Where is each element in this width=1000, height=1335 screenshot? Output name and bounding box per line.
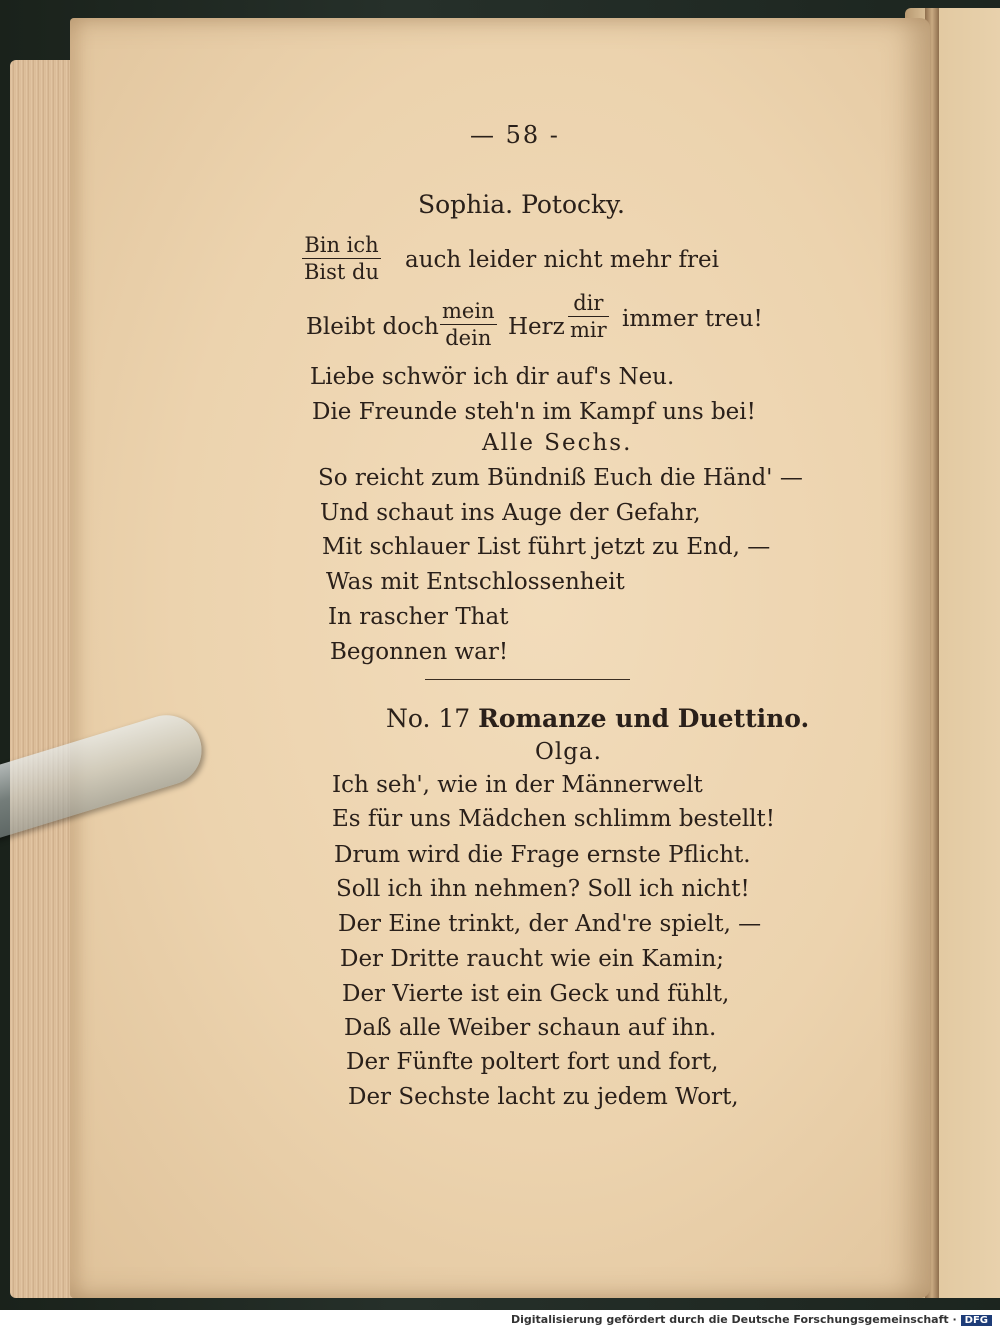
verse-line: Liebe schwör ich dir auf's Neu. xyxy=(310,364,675,390)
verse-line: Der Sechste lacht zu jedem Wort, xyxy=(348,1084,739,1110)
fraction-denominator: dein xyxy=(445,326,492,350)
verse-line: Was mit Entschlossenheit xyxy=(326,569,625,595)
page-number: — 58 - xyxy=(470,121,560,149)
fraction-bin-ich xyxy=(302,232,381,285)
fraction-mein-dein xyxy=(440,298,497,351)
verse-line: Daß alle Weiber schaun auf ihn. xyxy=(344,1015,717,1041)
section2-number: No. 17 xyxy=(386,704,471,733)
dfg-logo: DFG xyxy=(961,1315,992,1326)
fraction-denominator: mir xyxy=(570,318,607,342)
verse-line: Mit schlauer List führt jetzt zu End, — xyxy=(322,534,771,560)
verse-line: Soll ich ihn nehmen? Soll ich nicht! xyxy=(336,876,750,902)
section1-heading: Sophia. Potocky. xyxy=(418,190,625,219)
verse-line: Der Dritte raucht wie ein Kamin; xyxy=(340,946,725,972)
footer-credit-text: Digitalisierung gefördert durch die Deutsche Forschungsgemeinschaft · xyxy=(510,1313,957,1326)
verse-line: Der Eine trinkt, der And're spielt, — xyxy=(338,911,762,937)
verse-line: Der Vierte ist ein Geck und fühlt, xyxy=(342,981,730,1007)
verse-line-2-start: Bleibt doch xyxy=(306,314,439,340)
speaker-heading: Alle Sechs. xyxy=(482,430,633,456)
verse-line: Drum wird die Frage ernste Pflicht. xyxy=(334,842,751,868)
verse-line: Und schaut ins Auge der Gefahr, xyxy=(320,500,701,526)
verse-line: Begonnen war! xyxy=(330,639,509,665)
verse-line-2-mid: Herz xyxy=(508,314,565,340)
verse-line: Ich seh', wie in der Männerwelt xyxy=(332,772,703,798)
verse-line-1-rest: auch leider nicht mehr frei xyxy=(405,247,719,273)
verse-line: Der Fünfte poltert fort und fort, xyxy=(346,1049,719,1075)
verse-line-2-end: immer treu! xyxy=(622,306,763,332)
fraction-dir-mir xyxy=(568,290,609,343)
verse-line: In rascher That xyxy=(328,604,509,630)
fraction-numerator: dir xyxy=(568,290,609,317)
fraction-numerator: Bin ich xyxy=(302,232,381,259)
section2-title: Romanze und Duettino. xyxy=(478,704,810,733)
footer-credit xyxy=(511,1313,992,1326)
section-divider xyxy=(425,679,630,680)
speaker-heading: Olga. xyxy=(535,739,602,765)
verse-line: Es für uns Mädchen schlimm bestellt! xyxy=(332,806,776,832)
section2-heading xyxy=(386,702,809,736)
fraction-numerator: mein xyxy=(442,299,495,323)
verse-line: So reicht zum Bündniß Euch die Händ' — xyxy=(318,465,803,491)
fraction-denominator: Bist du xyxy=(304,260,380,284)
verse-line: Die Freunde steh'n im Kampf uns bei! xyxy=(312,399,756,425)
